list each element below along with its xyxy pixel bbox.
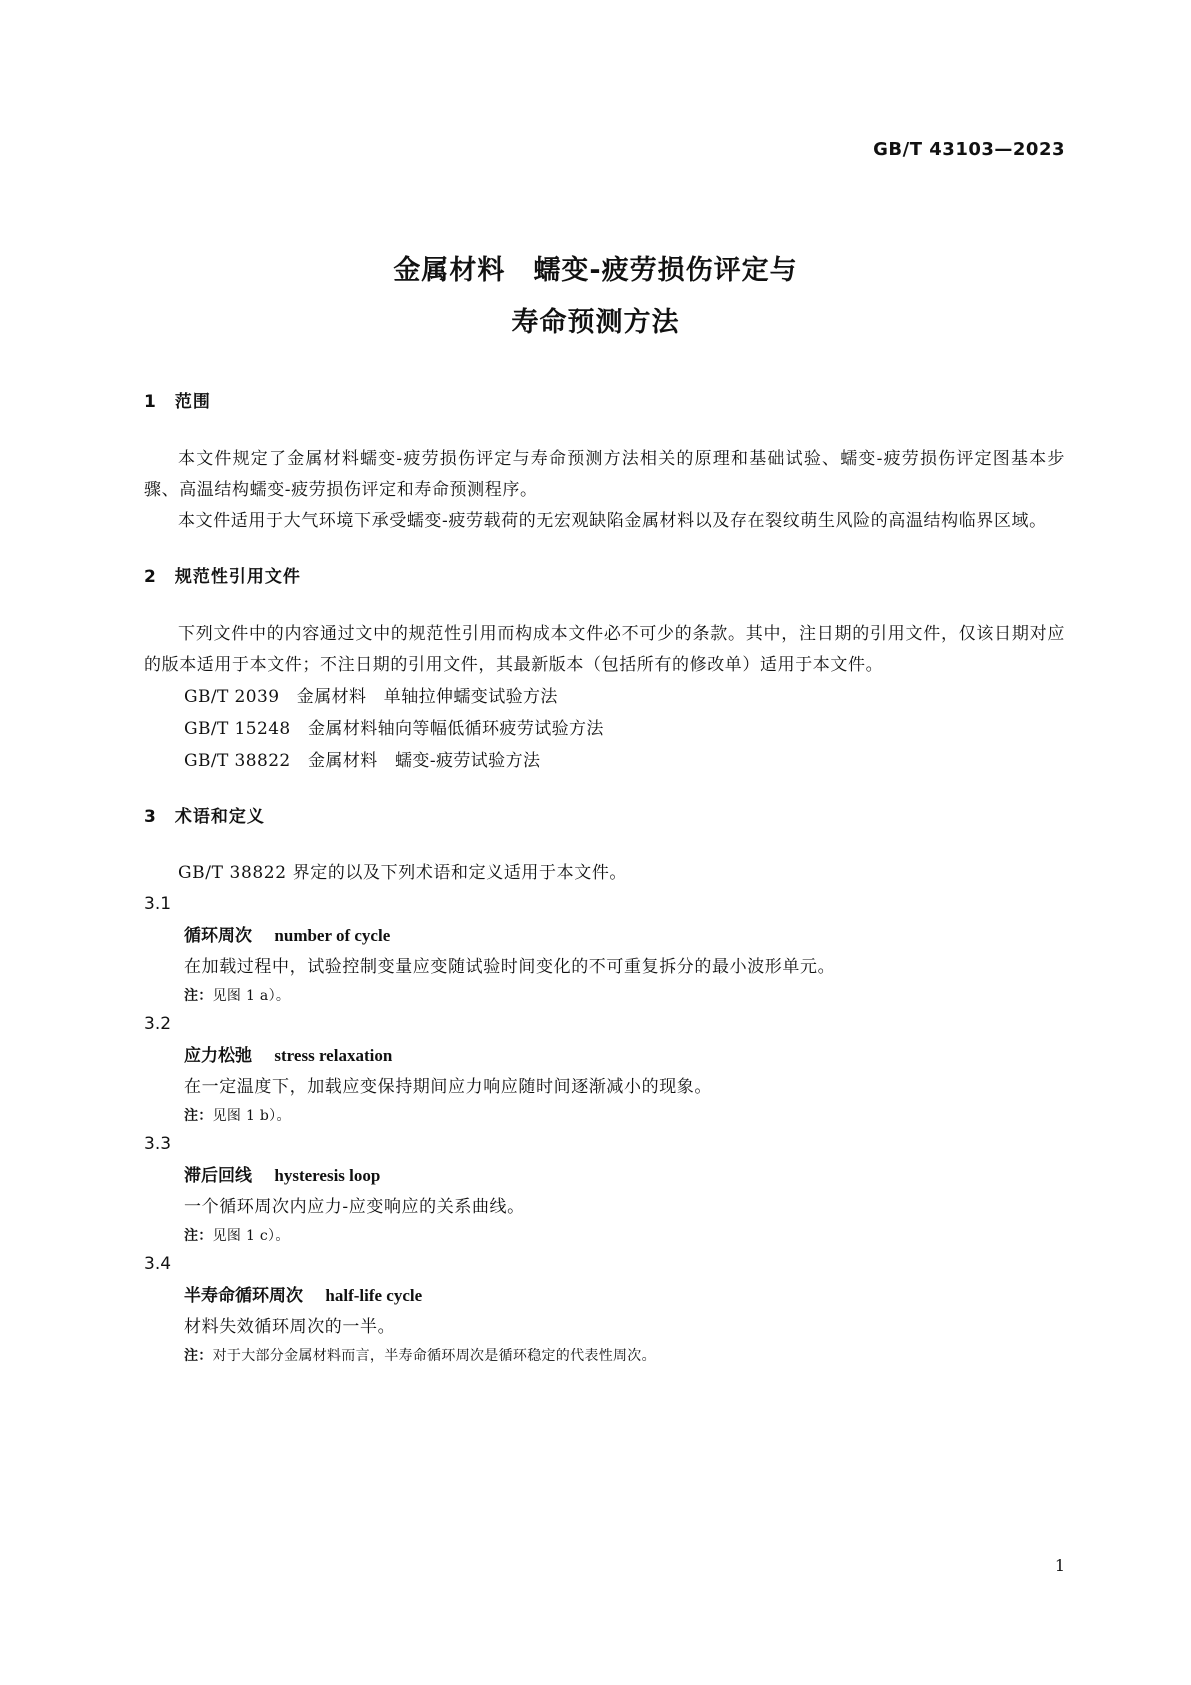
term-chinese: 半寿命循环周次 bbox=[184, 1286, 303, 1306]
standard-code: GB/T 43103—2023 bbox=[873, 139, 1065, 160]
term-entry bbox=[144, 1249, 1065, 1369]
term-number: 3.3 bbox=[144, 1134, 172, 1154]
section-3-heading: 3 术语和定义 bbox=[144, 807, 265, 827]
note-text: 见图 1 c）。 bbox=[212, 1228, 290, 1244]
term-definition: 在加载过程中，试验控制变量应变随试验时间变化的不可重复拆分的最小波形单元。 bbox=[184, 957, 836, 977]
note-label: 注： bbox=[184, 1108, 213, 1124]
note-label: 注： bbox=[184, 988, 213, 1004]
title-line-1: 金属材料 蠕变-疲劳损伤评定与 bbox=[393, 255, 798, 286]
note-text: 见图 1 a）。 bbox=[212, 988, 291, 1004]
term-number: 3.4 bbox=[144, 1254, 172, 1274]
term-title bbox=[144, 1040, 1065, 1072]
term-english: number of cycle bbox=[274, 926, 391, 945]
term-entry bbox=[144, 889, 1065, 1009]
note-label: 注： bbox=[184, 1228, 213, 1244]
term-title bbox=[144, 920, 1065, 952]
term-note bbox=[144, 1223, 1065, 1249]
term-chinese: 应力松弛 bbox=[184, 1046, 252, 1066]
title-line-2: 寿命预测方法 bbox=[511, 307, 680, 338]
reference-item: GB/T 2039 金属材料 单轴拉伸蠕变试验方法 bbox=[184, 687, 558, 707]
term-number: 3.1 bbox=[144, 894, 172, 914]
section-3-intro: GB/T 38822 界定的以及下列术语和定义适用于本文件。 bbox=[178, 863, 628, 883]
term-entry bbox=[144, 1009, 1065, 1129]
term-chinese: 滞后回线 bbox=[184, 1166, 252, 1186]
section-2-heading: 2 规范性引用文件 bbox=[144, 567, 301, 587]
page-number: 1 bbox=[1054, 1556, 1065, 1575]
reference-item: GB/T 15248 金属材料轴向等幅低循环疲劳试验方法 bbox=[184, 719, 604, 739]
section-1-paragraph-2: 本文件适用于大气环境下承受蠕变-疲劳载荷的无宏观缺陷金属材料以及存在裂纹萌生风险的高温结构临界区域。 bbox=[178, 511, 1047, 531]
document-title bbox=[0, 245, 1191, 349]
term-chinese: 循环周次 bbox=[184, 926, 252, 946]
term-title bbox=[144, 1280, 1065, 1312]
section-1-heading: 1 范围 bbox=[144, 392, 211, 412]
reference-item: GB/T 38822 金属材料 蠕变-疲劳试验方法 bbox=[184, 751, 541, 771]
term-note bbox=[144, 983, 1065, 1009]
term-definition: 材料失效循环周次的一半。 bbox=[184, 1317, 396, 1337]
section-2-paragraph-1: 下列文件中的内容通过文中的规范性引用而构成本文件必不可少的条款。其中，注日期的引用文件，仅该日期对应的版本适用于本文件；不注日期的引用文件，其最新版本（包括所有的修改单）适用于本文件。 bbox=[144, 624, 1065, 675]
term-english: half-life cycle bbox=[325, 1286, 423, 1305]
term-title bbox=[144, 1160, 1065, 1192]
note-text: 对于大部分金属材料而言，半寿命循环周次是循环稳定的代表性周次。 bbox=[212, 1348, 656, 1364]
term-number: 3.2 bbox=[144, 1014, 172, 1034]
note-text: 见图 1 b）。 bbox=[212, 1108, 291, 1124]
term-english: hysteresis loop bbox=[274, 1166, 381, 1185]
section-1-paragraph-1: 本文件规定了金属材料蠕变-疲劳损伤评定与寿命预测方法相关的原理和基础试验、蠕变-疲劳损伤评定图基本步骤、高温结构蠕变-疲劳损伤评定和寿命预测程序。 bbox=[144, 449, 1065, 500]
document-body bbox=[144, 387, 1065, 1369]
term-note bbox=[144, 1343, 1065, 1369]
term-english: stress relaxation bbox=[274, 1046, 393, 1065]
term-note bbox=[144, 1103, 1065, 1129]
term-entry bbox=[144, 1129, 1065, 1249]
note-label: 注： bbox=[184, 1348, 213, 1364]
term-definition: 在一定温度下，加载应变保持期间应力响应随时间逐渐减小的现象。 bbox=[184, 1077, 712, 1097]
term-definition: 一个循环周次内应力-应变响应的关系曲线。 bbox=[184, 1197, 525, 1217]
